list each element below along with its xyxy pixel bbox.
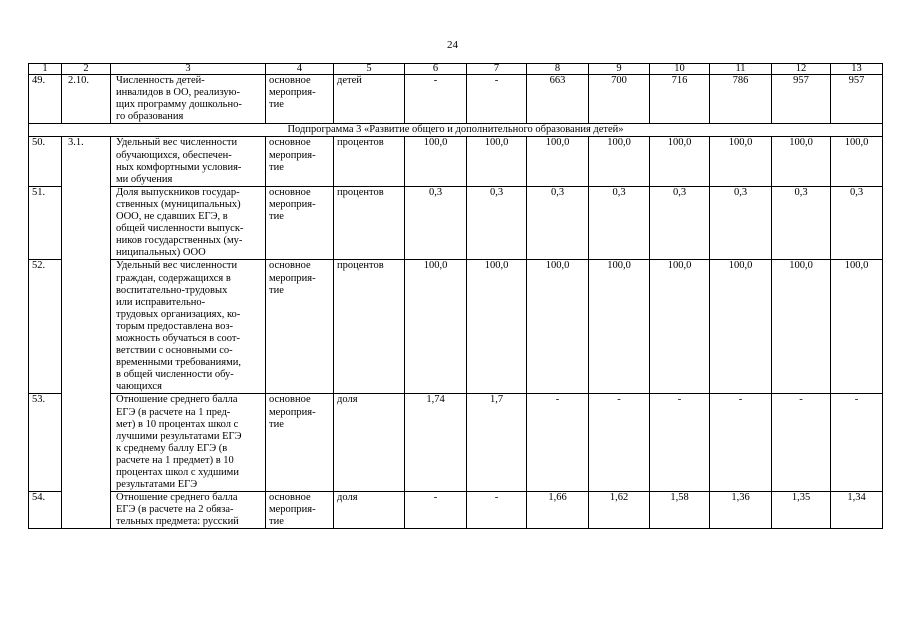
value-cell: - [467, 492, 527, 529]
column-header: 5 [334, 64, 405, 75]
column-header: 3 [111, 64, 266, 75]
row-number: 53. [29, 394, 62, 492]
value-cell: - [527, 394, 589, 492]
value-cell: 100,0 [589, 260, 650, 394]
value-cell: 100,0 [650, 260, 710, 394]
value-cell: 0,3 [589, 186, 650, 260]
value-cell: - [405, 75, 467, 124]
column-header: 13 [831, 64, 883, 75]
value-cell: 100,0 [710, 137, 772, 186]
measure-type: основное мероприя- тие [266, 492, 334, 529]
value-cell: 700 [589, 75, 650, 124]
table-row [29, 260, 883, 394]
value-cell: 1,66 [527, 492, 589, 529]
value-cell: 786 [710, 75, 772, 124]
column-header: 7 [467, 64, 527, 75]
value-cell: 0,3 [467, 186, 527, 260]
value-cell: 100,0 [467, 260, 527, 394]
value-cell: 100,0 [772, 137, 831, 186]
indicator-name: Доля выпускников государ- ственных (муниципальных) ООО, не сдавших ЕГЭ, в общей численности выпуск- ников государственных (му- ниципальных) ООО [111, 186, 266, 260]
value-cell: 100,0 [527, 137, 589, 186]
value-cell: 0,3 [527, 186, 589, 260]
unit: доля [334, 492, 405, 529]
value-cell: - [589, 394, 650, 492]
row-number: 52. [29, 260, 62, 394]
column-header: 11 [710, 64, 772, 75]
value-cell: 0,3 [831, 186, 883, 260]
value-cell: 1,7 [467, 394, 527, 492]
value-cell: 957 [831, 75, 883, 124]
value-cell: 100,0 [467, 137, 527, 186]
header-row [29, 64, 883, 75]
value-cell: 1,36 [710, 492, 772, 529]
value-cell: 100,0 [650, 137, 710, 186]
indicator-name: Отношение среднего балла ЕГЭ (в расчете на 2 обяза- тельных предмета: русский [111, 492, 266, 529]
row-number: 54. [29, 492, 62, 529]
column-header: 4 [266, 64, 334, 75]
subprogram-row [29, 124, 883, 137]
value-cell: 100,0 [831, 260, 883, 394]
value-cell: 0,3 [405, 186, 467, 260]
value-cell: 663 [527, 75, 589, 124]
unit: процентов [334, 186, 405, 260]
value-cell: 100,0 [405, 137, 467, 186]
value-cell: 957 [772, 75, 831, 124]
column-header: 1 [29, 64, 62, 75]
value-cell: - [772, 394, 831, 492]
row-number: 50. [29, 137, 62, 186]
indicator-name: Отношение среднего балла ЕГЭ (в расчете на 1 пред- мет) в 10 процентах школ с лучшими результатами ЕГЭ к среднему баллу ЕГЭ (в расчете на 1 предмет) в 10 процентах школ с худшими результатами ЕГЭ [111, 394, 266, 492]
value-cell: - [831, 394, 883, 492]
unit: доля [334, 394, 405, 492]
column-header: 2 [62, 64, 111, 75]
value-cell: 100,0 [772, 260, 831, 394]
value-cell: 716 [650, 75, 710, 124]
measure-code: 2.10. [62, 75, 111, 124]
table-row [29, 137, 883, 186]
measure-type: основное мероприя- тие [266, 75, 334, 124]
column-header: 6 [405, 64, 467, 75]
column-header: 10 [650, 64, 710, 75]
value-cell: 100,0 [405, 260, 467, 394]
value-cell: 1,34 [831, 492, 883, 529]
unit: детей [334, 75, 405, 124]
value-cell: 100,0 [710, 260, 772, 394]
table-row [29, 394, 883, 492]
table-row [29, 492, 883, 529]
indicator-name: Удельный вес численности граждан, содержащихся в воспитательно-трудовых или исправительно- трудовых организациях, ко- торым предоставлена воз- можность обучаться в соот- ветствии с основными со- временными требованиями, в общей численности обу- чающихся [111, 260, 266, 394]
measure-type: основное мероприя- тие [266, 394, 334, 492]
value-cell: 0,3 [772, 186, 831, 260]
table-row [29, 75, 883, 124]
value-cell: - [467, 75, 527, 124]
indicators-table [28, 63, 883, 529]
measure-type: основное мероприя- тие [266, 137, 334, 186]
value-cell: 0,3 [650, 186, 710, 260]
indicator-name: Удельный вес численности обучающихся, обеспечен- ных комфортными условия- ми обучения [111, 137, 266, 186]
row-number: 51. [29, 186, 62, 260]
measure-code: 3.1. [62, 137, 111, 529]
unit: процентов [334, 137, 405, 186]
value-cell: - [405, 492, 467, 529]
measure-type: основное мероприя- тие [266, 186, 334, 260]
value-cell: 1,74 [405, 394, 467, 492]
column-header: 8 [527, 64, 589, 75]
value-cell: 0,3 [710, 186, 772, 260]
page-number: 24 [447, 39, 458, 51]
value-cell: 100,0 [589, 137, 650, 186]
value-cell: 1,58 [650, 492, 710, 529]
column-header: 9 [589, 64, 650, 75]
value-cell: 1,62 [589, 492, 650, 529]
unit: процентов [334, 260, 405, 394]
value-cell: 100,0 [831, 137, 883, 186]
value-cell: 100,0 [527, 260, 589, 394]
measure-type: основное мероприя- тие [266, 260, 334, 394]
subprogram-title: Подпрограмма 3 «Развитие общего и дополнительного образования детей» [29, 124, 883, 137]
value-cell: - [710, 394, 772, 492]
value-cell: 1,35 [772, 492, 831, 529]
indicator-name: Численность детей- инвалидов в ОО, реализую- щих программу дошкольно- го образования [111, 75, 266, 124]
value-cell: - [650, 394, 710, 492]
column-header: 12 [772, 64, 831, 75]
table-row [29, 186, 883, 260]
row-number: 49. [29, 75, 62, 124]
